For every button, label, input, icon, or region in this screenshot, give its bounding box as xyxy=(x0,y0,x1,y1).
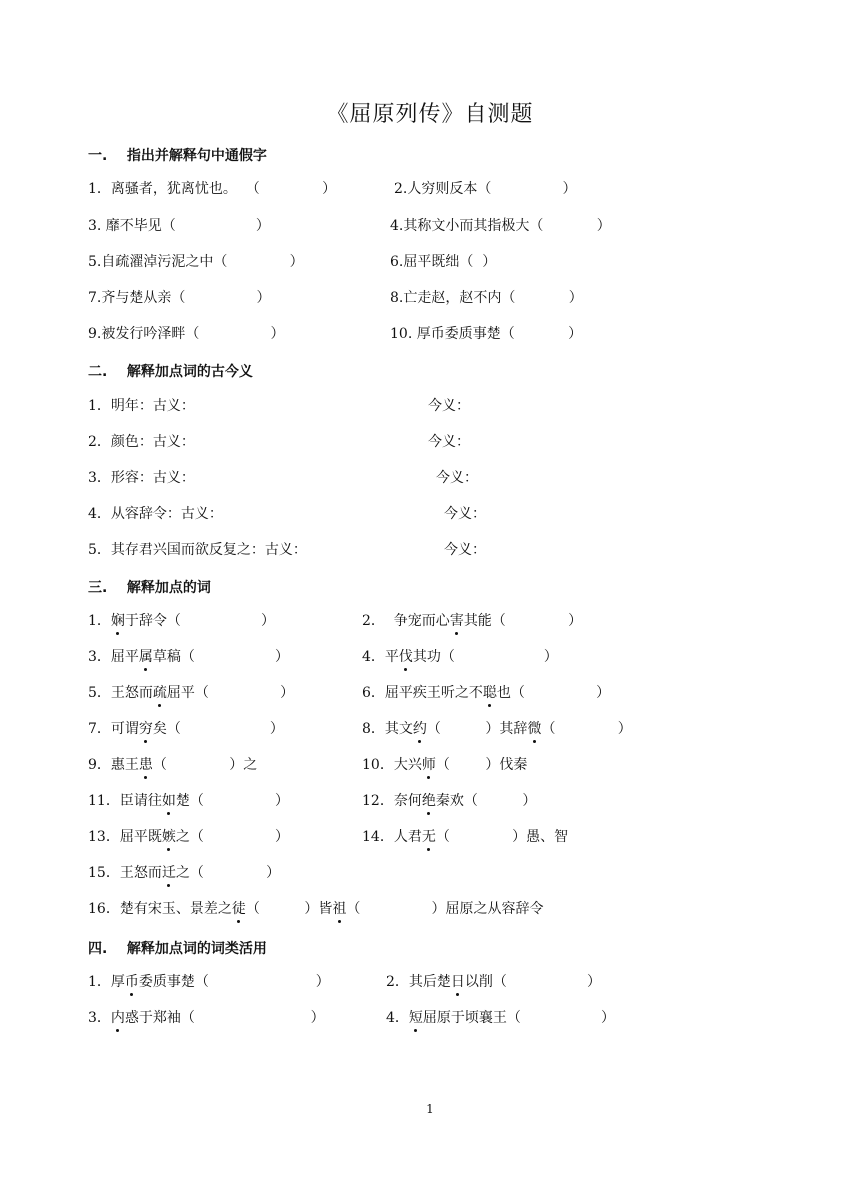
section-heading-2: 二. 解释加点词的古今义 xyxy=(88,364,253,380)
s1-item-5: 5.自疏濯淖污泥之中（ ） xyxy=(88,254,304,270)
s2-item-4-ancient: 4．从容辞令：古义： xyxy=(88,506,223,522)
s1-item-1: 1．离骚者，犹离忧也。 （ ） xyxy=(88,181,337,197)
section-heading-3: 三. 解释加点的词 xyxy=(88,580,211,596)
s1-item-8: 8.亡走赵，赵不内（ ） xyxy=(390,290,583,306)
s2-item-1-ancient: 1．明年：古义： xyxy=(88,398,195,414)
s4-item-1: 1．厚币委质事楚（ ） xyxy=(88,974,330,990)
s1-item-9: 9.被发行吟泽畔（ ） xyxy=(88,326,285,342)
s3-item-4: 4．平伐其功（ ） xyxy=(362,649,558,665)
s2-item-3-ancient: 3．形容：古义： xyxy=(88,470,195,486)
s2-item-4-modern: 今义： xyxy=(444,506,486,522)
s3-item-9: 9．惠王患（ ）之 xyxy=(88,757,258,773)
s4-item-4: 4．短屈原于顷襄王（ ） xyxy=(386,1010,616,1026)
s3-item-16: 16．楚有宋玉、景差之徒（ ）皆祖（ ）屈原之从容辞令 xyxy=(88,901,544,917)
s3-item-7: 7．可谓穷矣（ ） xyxy=(88,721,284,737)
section-heading-1: 一. 指出并解释句中通假字 xyxy=(88,148,267,164)
s1-item-10: 10. 厚币委质事楚（ ） xyxy=(390,326,583,342)
s3-item-14: 14．人君无（ ）愚、智 xyxy=(362,829,569,845)
s1-item-2: 2.人穷则反本（ ） xyxy=(394,181,577,197)
s2-item-2-modern: 今义： xyxy=(428,434,470,450)
s4-item-2: 2．其后楚日以削（ ） xyxy=(386,974,602,990)
s3-item-15: 15．王怒而迁之（ ） xyxy=(88,865,281,881)
s2-item-5-modern: 今义： xyxy=(444,542,486,558)
s3-item-11: 11．臣请往如楚（ ） xyxy=(88,793,290,809)
s1-item-3: 3. 靡不毕见（ ） xyxy=(88,218,270,234)
s2-item-1-modern: 今义： xyxy=(428,398,470,414)
section-heading-4: 四. 解释加点词的词类活用 xyxy=(88,941,267,957)
s1-item-6: 6.屈平既绌（ ） xyxy=(390,254,497,270)
s4-item-3: 3．内惑于郑袖（ ） xyxy=(88,1010,325,1026)
s2-item-3-modern: 今义： xyxy=(436,470,478,486)
s3-item-1: 1．娴于辞令（ ） xyxy=(88,613,276,629)
s3-item-5: 5．王怒而疏屈平（ ） xyxy=(88,685,295,701)
s3-item-12: 12．奈何绝秦欢（ ） xyxy=(362,793,537,809)
s3-item-2: 2． 争宠而心害其能（ ） xyxy=(362,613,583,629)
page-number: 1 xyxy=(426,1102,434,1116)
s3-item-3: 3．屈平属草稿（ ） xyxy=(88,649,290,665)
s1-item-4: 4.其称文小而其指极大（ ） xyxy=(390,218,611,234)
s2-item-5-ancient: 5．其存君兴国而欲反复之：古义： xyxy=(88,542,307,558)
s1-item-7: 7.齐与楚从亲（ ） xyxy=(88,290,271,306)
s3-item-10: 10．大兴师（ ）伐秦 xyxy=(362,757,528,773)
s3-item-8: 8．其文约（ ）其辞微（ ） xyxy=(362,721,632,737)
s2-item-2-ancient: 2．颜色：古义： xyxy=(88,434,195,450)
s3-item-13: 13．屈平既嫉之（ ） xyxy=(88,829,290,845)
page-title: 《屈原列传》自测题 xyxy=(326,102,534,127)
s3-item-6: 6．屈平疾王听之不聪也（ ） xyxy=(362,685,611,701)
